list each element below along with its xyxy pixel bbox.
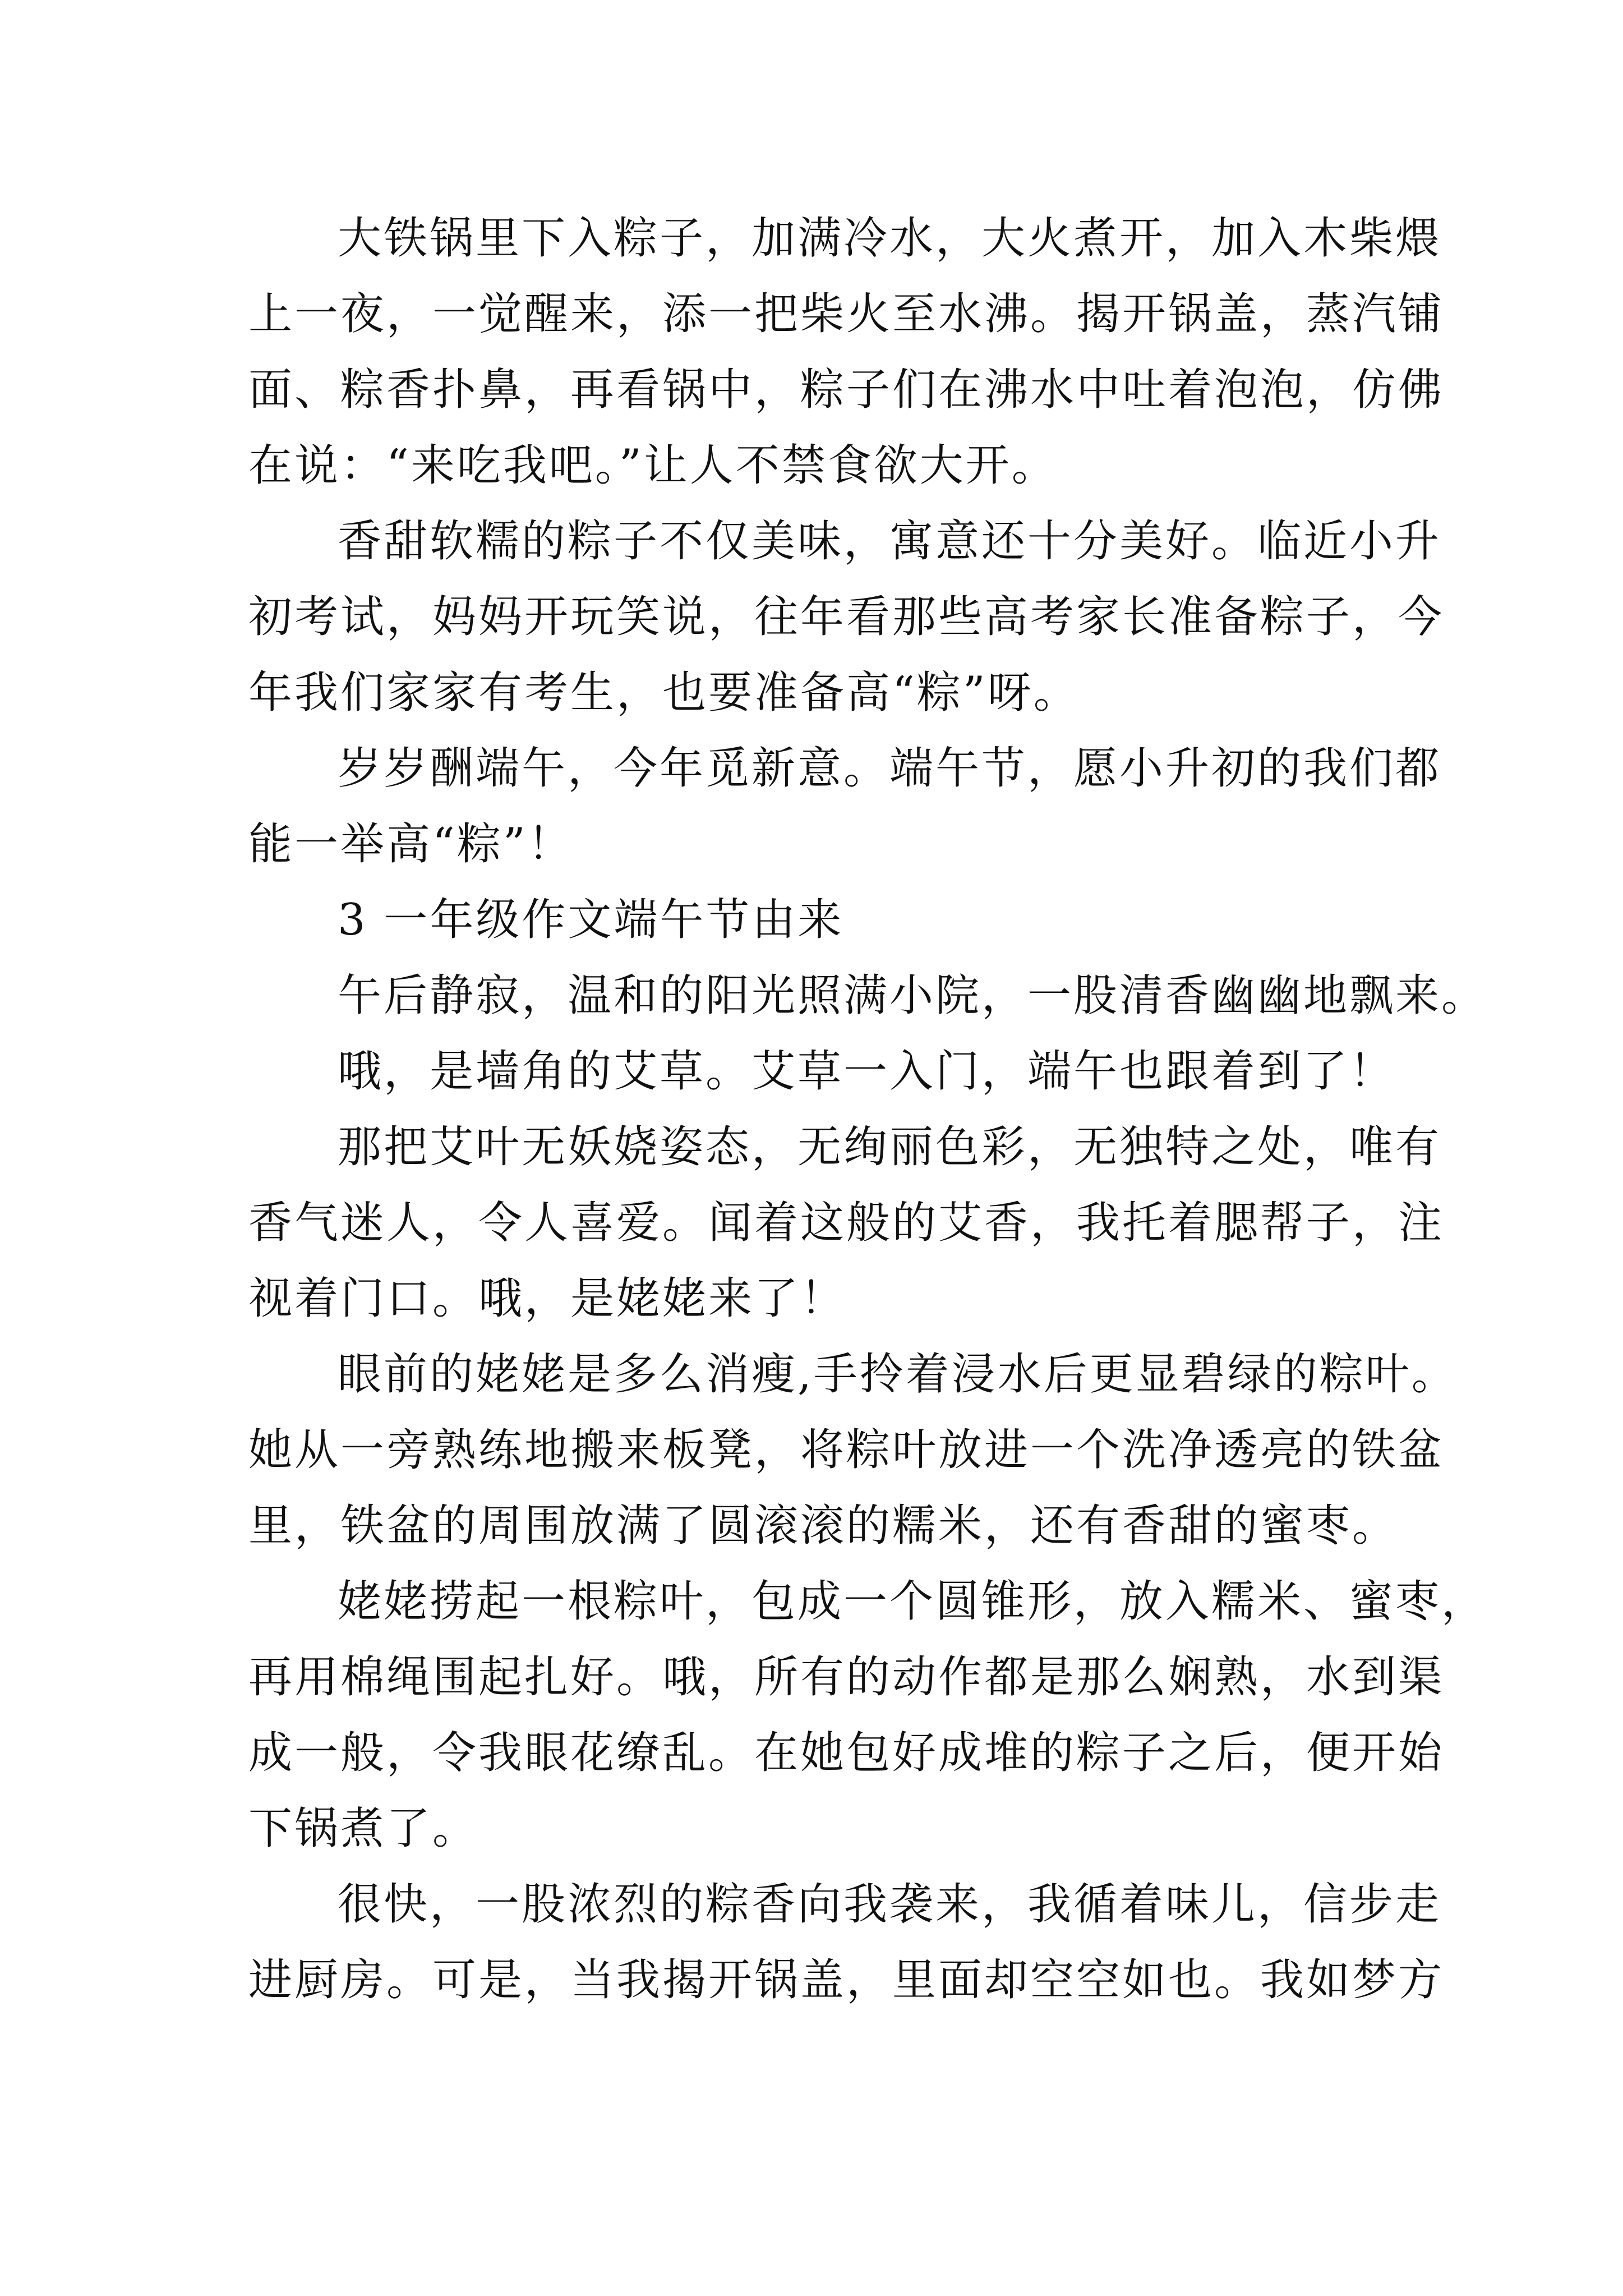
text-line: 上一夜，一觉醒来，添一把柴火至水沸。揭开锅盖，蒸汽铺 (248, 289, 1445, 339)
text-line: 姥姥捞起一根粽叶，包成一个圆锥形，放入糯米、蜜枣， (338, 1576, 1488, 1627)
text-line: 成一般，令我眼花缭乱。在她包好成堆的粽子之后，便开始 (248, 1728, 1445, 1778)
text-line: 岁岁酬端午，今年觅新意。端午节，愿小升初的我们都 (338, 743, 1442, 794)
text-line: 再用棉绳围起扎好。哦，所有的动作都是那么娴熟，水到渠 (248, 1652, 1445, 1703)
text-line: 里，铁盆的周围放满了圆滚滚的糯米，还有香甜的蜜枣。 (248, 1501, 1399, 1551)
text-line: 香甜软糯的粽子不仅美味，寓意还十分美好。临近小升 (338, 516, 1442, 567)
text-line: 很快，一股浓烈的粽香向我袭来，我循着味儿，信步走 (338, 1879, 1442, 1930)
text-line: 视着门口。哦，是姥姥来了！ (248, 1273, 847, 1324)
text-line: 年我们家家有考生，也要准备高“粽”呀。 (248, 668, 1080, 718)
text-line: 哦，是墙角的艾草。艾草一入门，端午也跟着到了！ (338, 1046, 1396, 1097)
text-line: 能一举高“粽”！ (248, 819, 574, 869)
text-line: 下锅煮了。 (248, 1803, 479, 1854)
text-line: 她从一旁熟练地搬来板凳，将粽叶放进一个洗净透亮的铁盆 (248, 1425, 1445, 1475)
text-line: 大铁锅里下入粽子，加满冷水，大火煮开，加入木柴煨 (338, 213, 1442, 264)
text-line: 在说：“来吃我吧。”让人不禁食欲大开。 (248, 440, 1058, 491)
text-line: 香气迷人，令人喜爱。闻着这般的艾香，我托着腮帮子，注 (248, 1198, 1445, 1248)
text-line: 午后静寂，温和的阳光照满小院，一股清香幽幽地飘来。 (338, 970, 1488, 1021)
text-line: 进厨房。可是，当我揭开锅盖，里面却空空如也。我如梦方 (248, 1955, 1445, 2005)
text-line: 面、粽香扑鼻，再看锅中，粽子们在沸水中吐着泡泡，仿佛 (248, 365, 1445, 415)
text-line: 那把艾叶无妖娆姿态，无绚丽色彩，无独特之处，唯有 (338, 1122, 1442, 1172)
text-line: 眼前的姥姥是多么消瘦,手拎着浸水后更显碧绿的粽叶。 (338, 1349, 1458, 1400)
section-heading: 3 一年级作文端午节由来 (338, 895, 844, 945)
text-line: 初考试，妈妈开玩笑说，往年看那些高考家长准备粽子，今 (248, 592, 1445, 642)
